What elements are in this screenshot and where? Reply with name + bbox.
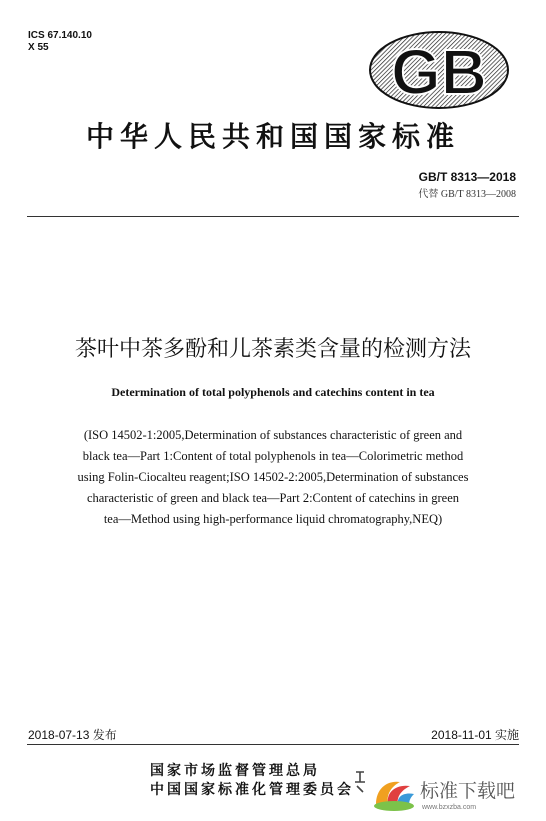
issuer-line-2: 中国国家标准化管理委员会 — [150, 782, 354, 798]
watermark-text: 标准下载吧 — [420, 780, 516, 802]
issue-date: 2018-07-13 发布 — [28, 728, 117, 742]
ics-code — [28, 30, 92, 54]
watermark-logo-icon — [370, 772, 418, 814]
top-divider — [27, 216, 519, 217]
iso-line: characteristic of green and black tea—Part 2:Content of catechins in green — [86, 491, 460, 505]
issuer-block — [150, 762, 354, 800]
implement-date: 2018-11-01 实施 — [431, 728, 519, 742]
ics-number: ICS 67.140.10 — [28, 30, 92, 41]
iso-reference — [28, 425, 518, 530]
standard-title: 中华人民共和国国家标准 — [85, 122, 460, 153]
seal-mark — [352, 768, 368, 798]
iso-line: tea—Method using high-performance liquid chromatography,NEQ) — [103, 512, 443, 526]
watermark-url: www.bzxzba.com — [422, 804, 477, 811]
gb-logo — [368, 30, 510, 110]
bottom-divider — [27, 744, 519, 745]
document-title-cn: 茶叶中茶多酚和儿茶素类含量的检测方法 — [74, 337, 471, 362]
classification-code: X 55 — [28, 42, 49, 53]
standard-number: GB/T 8313—2018 — [418, 170, 516, 184]
replaces-standard: 代替 GB/T 8313—2008 — [418, 189, 516, 200]
iso-line: black tea—Part 1:Content of total polyphenols in tea—Colorimetric method — [82, 449, 464, 463]
issuer-line-1: 国家市场监督管理总局 — [150, 763, 320, 779]
gb-logo-text: GB — [391, 36, 487, 108]
iso-line: using Folin-Ciocalteu reagent;ISO 14502-2:2005,Determination of substances — [77, 470, 469, 484]
document-title-en: Determination of total polyphenols and catechins content in tea — [111, 385, 435, 399]
iso-line: (ISO 14502-1:2005,Determination of substances characteristic of green and — [83, 428, 463, 442]
